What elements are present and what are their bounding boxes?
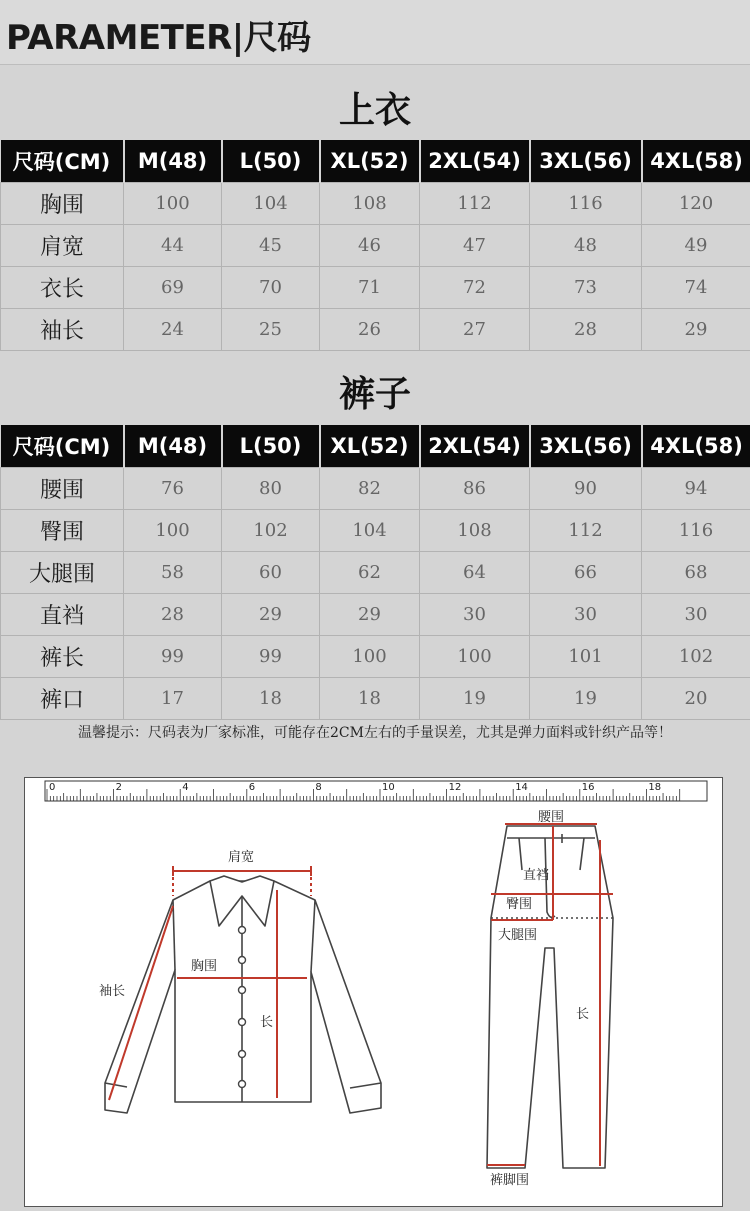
measurement-value: 108 bbox=[320, 183, 420, 225]
shirt-shoulder-label: 肩宽 bbox=[228, 850, 255, 865]
shirt-length-label: 长 bbox=[260, 1015, 274, 1030]
ruler-label: 10 bbox=[382, 782, 395, 793]
pants-header-row bbox=[1, 425, 750, 468]
measurement-label: 衣长 bbox=[1, 267, 124, 309]
pants-header-size: 4XL(58) bbox=[642, 425, 750, 468]
measurement-label: 袖长 bbox=[1, 309, 124, 351]
ruler-label: 2 bbox=[115, 782, 122, 793]
tops-header-size: M(48) bbox=[124, 140, 222, 183]
tops-header-size: L(50) bbox=[222, 140, 320, 183]
pants-size-table bbox=[0, 425, 750, 720]
tops-header-size: 2XL(54) bbox=[420, 140, 530, 183]
measurement-label: 裤口 bbox=[1, 678, 124, 720]
measurement-value: 29 bbox=[222, 594, 320, 636]
measurement-value: 76 bbox=[124, 468, 222, 510]
pants-length-label: 长 bbox=[576, 1007, 590, 1022]
measurement-value: 20 bbox=[642, 678, 750, 720]
measurement-value: 100 bbox=[124, 183, 222, 225]
measurement-value: 26 bbox=[320, 309, 420, 351]
measurement-value: 29 bbox=[320, 594, 420, 636]
measurement-value: 82 bbox=[320, 468, 420, 510]
table-row bbox=[1, 309, 750, 351]
measurement-value: 71 bbox=[320, 267, 420, 309]
measurement-value: 18 bbox=[320, 678, 420, 720]
pants-section-title: 裤子 bbox=[338, 373, 411, 415]
measurement-value: 72 bbox=[420, 267, 530, 309]
measurement-value: 68 bbox=[642, 552, 750, 594]
measurement-value: 99 bbox=[124, 636, 222, 678]
measurement-value: 27 bbox=[420, 309, 530, 351]
measurement-value: 64 bbox=[420, 552, 530, 594]
table-row bbox=[1, 510, 750, 552]
measurement-value: 112 bbox=[530, 510, 642, 552]
table-row bbox=[1, 267, 750, 309]
pants-thigh-label: 大腿围 bbox=[498, 928, 538, 943]
table-row bbox=[1, 636, 750, 678]
ruler-label: 4 bbox=[182, 782, 189, 793]
shirt-chest-label: 胸围 bbox=[191, 959, 218, 974]
tops-header-size: XL(52) bbox=[320, 140, 420, 183]
measurement-value: 47 bbox=[420, 225, 530, 267]
measurement-value: 99 bbox=[222, 636, 320, 678]
measurement-value: 102 bbox=[642, 636, 750, 678]
measurement-value: 86 bbox=[420, 468, 530, 510]
measurement-value: 28 bbox=[530, 309, 642, 351]
measurement-value: 19 bbox=[420, 678, 530, 720]
measurement-label: 大腿围 bbox=[1, 552, 124, 594]
pants-header-size-unit: 尺码(CM) bbox=[1, 425, 124, 468]
measurement-label: 腰围 bbox=[1, 468, 124, 510]
tops-header-size-unit: 尺码(CM) bbox=[1, 140, 124, 183]
pants-header-size: 3XL(56) bbox=[530, 425, 642, 468]
measurement-diagram bbox=[24, 777, 723, 1207]
measurement-value: 29 bbox=[642, 309, 750, 351]
measurement-label: 裤长 bbox=[1, 636, 124, 678]
measurement-value: 120 bbox=[642, 183, 750, 225]
measurement-value: 48 bbox=[530, 225, 642, 267]
measurement-value: 90 bbox=[530, 468, 642, 510]
measurement-label: 胸围 bbox=[1, 183, 124, 225]
measurement-value: 18 bbox=[222, 678, 320, 720]
pants-header-size: XL(52) bbox=[320, 425, 420, 468]
measurement-value: 104 bbox=[222, 183, 320, 225]
size-note: 温馨提示：尺码表为厂家标准，可能存在2CM左右的手量误差，尤其是弹力面料或针织产品等！ bbox=[78, 725, 672, 741]
measurement-value: 101 bbox=[530, 636, 642, 678]
measurement-value: 60 bbox=[222, 552, 320, 594]
measurement-label: 臀围 bbox=[1, 510, 124, 552]
pants-drawing bbox=[487, 826, 613, 1168]
pants-header-size: 2XL(54) bbox=[420, 425, 530, 468]
measurement-value: 108 bbox=[420, 510, 530, 552]
tops-size-table bbox=[0, 140, 750, 351]
page-title: PARAMETER|尺码 bbox=[6, 18, 311, 58]
ruler-label: 14 bbox=[515, 782, 528, 793]
measurement-value: 100 bbox=[124, 510, 222, 552]
ruler-label: 0 bbox=[49, 782, 56, 793]
pants-hem-label: 裤脚围 bbox=[490, 1173, 530, 1188]
tops-header-row bbox=[1, 140, 750, 183]
measurement-value: 62 bbox=[320, 552, 420, 594]
measurement-value: 100 bbox=[320, 636, 420, 678]
pants-rise-label: 直裆 bbox=[523, 868, 550, 883]
measurement-label: 直裆 bbox=[1, 594, 124, 636]
measurement-value: 28 bbox=[124, 594, 222, 636]
table-row bbox=[1, 552, 750, 594]
measurement-value: 45 bbox=[222, 225, 320, 267]
pants-header-size: L(50) bbox=[222, 425, 320, 468]
pants-waist-label: 腰围 bbox=[538, 810, 565, 825]
measurement-value: 30 bbox=[530, 594, 642, 636]
measurement-value: 80 bbox=[222, 468, 320, 510]
tops-header-size: 3XL(56) bbox=[530, 140, 642, 183]
measurement-value: 102 bbox=[222, 510, 320, 552]
measurement-value: 74 bbox=[642, 267, 750, 309]
measurement-value: 94 bbox=[642, 468, 750, 510]
shirt-sleeve-label: 袖长 bbox=[99, 984, 126, 999]
ruler-label: 16 bbox=[581, 782, 595, 793]
measurement-value: 17 bbox=[124, 678, 222, 720]
table-row bbox=[1, 225, 750, 267]
measurement-value: 30 bbox=[642, 594, 750, 636]
measurement-value: 100 bbox=[420, 636, 530, 678]
table-row bbox=[1, 183, 750, 225]
table-row bbox=[1, 678, 750, 720]
ruler bbox=[45, 781, 707, 801]
table-row bbox=[1, 468, 750, 510]
pants-header-size: M(48) bbox=[124, 425, 222, 468]
measurement-value: 116 bbox=[530, 183, 642, 225]
tops-header-size: 4XL(58) bbox=[642, 140, 750, 183]
measurement-value: 19 bbox=[530, 678, 642, 720]
measurement-value: 66 bbox=[530, 552, 642, 594]
measurement-value: 70 bbox=[222, 267, 320, 309]
ruler-label: 6 bbox=[248, 782, 256, 793]
ruler-label: 18 bbox=[648, 782, 662, 793]
tops-section-title: 上衣 bbox=[338, 89, 411, 131]
ruler-label: 8 bbox=[315, 782, 322, 793]
measurement-value: 73 bbox=[530, 267, 642, 309]
page-header bbox=[0, 0, 750, 65]
measurement-value: 46 bbox=[320, 225, 420, 267]
diagram-svg bbox=[25, 778, 724, 1208]
measurement-value: 112 bbox=[420, 183, 530, 225]
measurement-value: 58 bbox=[124, 552, 222, 594]
measurement-value: 69 bbox=[124, 267, 222, 309]
measurement-value: 116 bbox=[642, 510, 750, 552]
measurement-value: 30 bbox=[420, 594, 530, 636]
table-row bbox=[1, 594, 750, 636]
measurement-value: 44 bbox=[124, 225, 222, 267]
ruler-label: 12 bbox=[448, 782, 462, 793]
measurement-value: 104 bbox=[320, 510, 420, 552]
measurement-label: 肩宽 bbox=[1, 225, 124, 267]
measurement-value: 25 bbox=[222, 309, 320, 351]
measurement-value: 49 bbox=[642, 225, 750, 267]
shirt-drawing bbox=[105, 876, 381, 1113]
measurement-value: 24 bbox=[124, 309, 222, 351]
pants-hip-label: 臀围 bbox=[506, 897, 533, 912]
